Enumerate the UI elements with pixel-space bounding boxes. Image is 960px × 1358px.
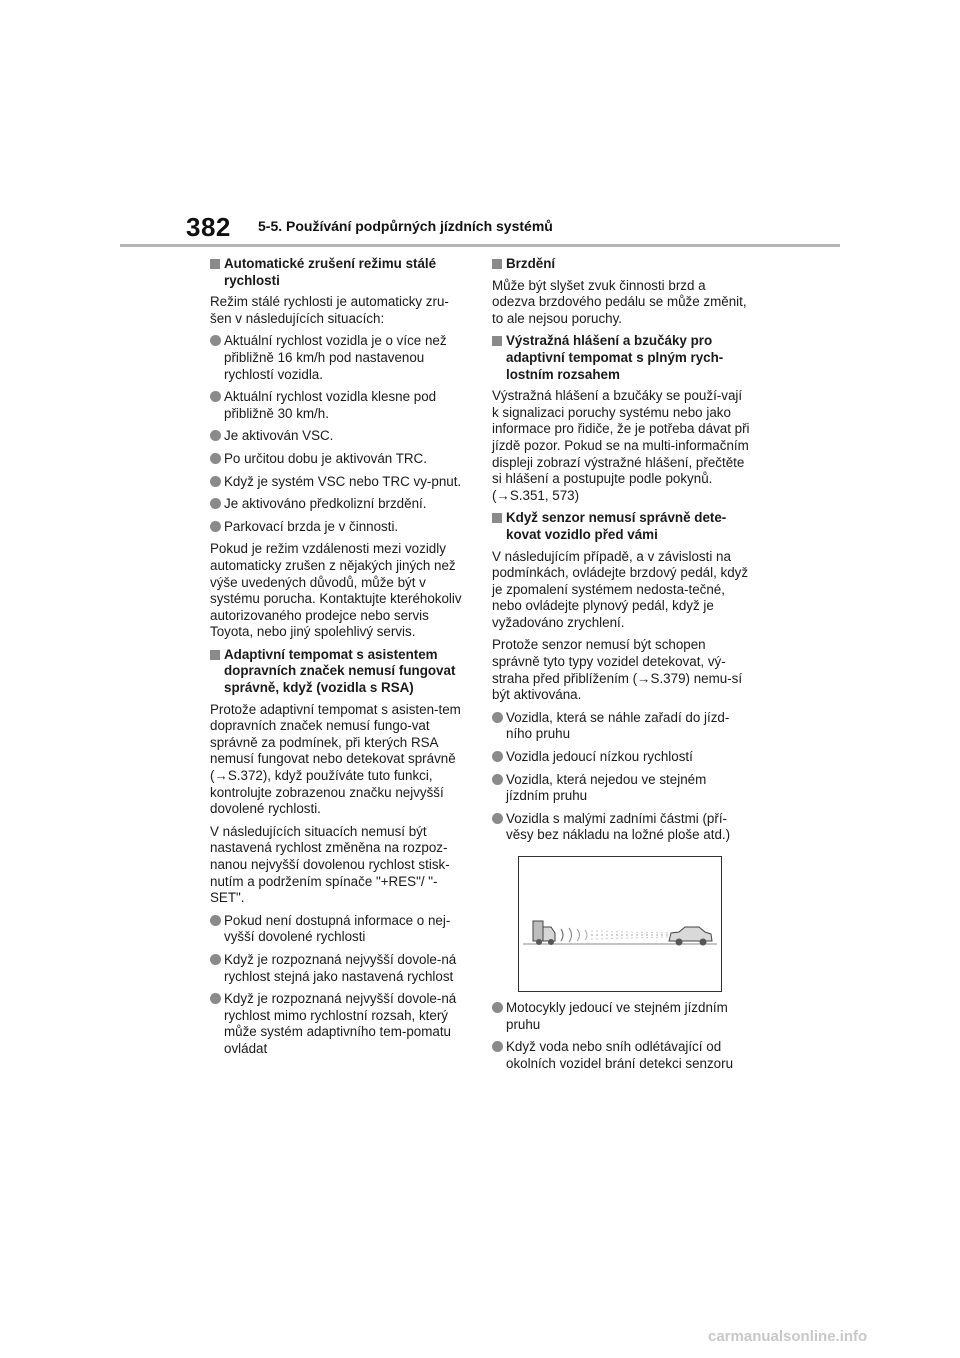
paragraph: Může být slyšet zvuk činnosti brzd a odezva brzdového pedálu se může změnit, to ale nejsou poruchy. <box>492 277 747 326</box>
list-item: Je aktivováno předkolizní brzdění. <box>210 496 468 513</box>
list-item: Když je systém VSC nebo TRC vy-pnut. <box>210 474 468 491</box>
heading-braking: Brzdění <box>492 256 750 273</box>
list-item: Pokud není dostupná informace o nej-vyšší dovolené rychlosti <box>210 913 468 946</box>
paragraph: Výstražná hlášení a bzučáky se použí-vají k signalizaci poruchy systému nebo jako informace pro řidiče, že je potřeba dávat při jízdě pozor. Pokud se na multi-informačním displeji zobrazí výstražné hlášení, přečtěte si hlášení a postupujte podle pokynů. (→S.351, 573) <box>492 388 750 503</box>
list-item: Po určitou dobu je aktivován TRC. <box>210 451 468 468</box>
circle-bullet-icon <box>210 915 221 926</box>
list-item: Vozidla s malými zadními částmi (pří-věsy bez nákladu na ložné ploše atd.) <box>492 811 750 844</box>
right-column <box>492 256 750 1078</box>
paragraph: Pokud je režim vzdálenosti mezi vozidly automaticky zrušen z nějakých jiných než výše uvedených důvodů, může být v systému porucha. Kontaktujte kteréhokoliv autorizovaného prodejce nebo servis Toyota, nebo jiný spolehlivý servis. <box>210 541 462 640</box>
paragraph: V následujícím případě, a v závislosti na podmínkách, ovládejte brzdový pedál, když je zpomalení systémem nedosta-tečné, nebo ovládejte plynový pedál, když je vyžadováno zrychlení. <box>492 548 749 630</box>
truck-car-illustration <box>519 857 721 991</box>
list-item: Vozidla, která nejedou ve stejném jízdním pruhu <box>492 772 750 805</box>
circle-bullet-icon <box>492 751 503 762</box>
watermark-text: carmanualsonline.info <box>708 1328 868 1345</box>
square-bullet-icon <box>492 336 502 346</box>
section-title: 5-5. Používání podpůrných jízdních systémů <box>258 218 553 234</box>
header-divider <box>120 244 840 247</box>
list-item: Je aktivován VSC. <box>210 428 468 445</box>
circle-bullet-icon <box>210 498 221 509</box>
paragraph: V následujících situacích nemusí být nastavená rychlost změněna na rozpoz-nanou nejvyšší dovolenou rychlost stisk-nutím a podržením spínače "+RES"/ "-SET". <box>210 823 450 906</box>
circle-bullet-icon <box>210 521 221 532</box>
square-bullet-icon <box>492 513 502 523</box>
heading-sensor: Když senzor nemusí správně dete-kovat vozidlo před vámi <box>492 510 750 543</box>
paragraph: Protože senzor nemusí být schopen správně tyto typy vozidel detekovat, vý-straha před přiblížením (→S.379) nemu-sí být aktivována. <box>492 637 743 703</box>
circle-bullet-icon <box>492 774 503 785</box>
circle-bullet-icon <box>210 993 221 1004</box>
left-column <box>210 256 468 1064</box>
illustration-truck-and-car <box>518 856 722 992</box>
page-number: 382 <box>186 212 231 242</box>
list-item: Aktuální rychlost vozidla je o více než přibližně 16 km/h pod nastavenou rychlostí vozidla. <box>210 333 468 383</box>
circle-bullet-icon <box>492 813 503 824</box>
list-item: Když voda nebo sníh odlétávající od okolních vozidel brání detekci senzoru <box>492 1039 750 1072</box>
heading-auto-cancel: Automatické zrušení režimu stálé rychlosti <box>210 256 468 289</box>
circle-bullet-icon <box>210 430 221 441</box>
circle-bullet-icon <box>492 712 503 723</box>
circle-bullet-icon <box>210 476 221 487</box>
list-item: Když je rozpoznaná nejvyšší dovole-ná rychlost stejná jako nastavená rychlost <box>210 952 468 985</box>
circle-bullet-icon <box>210 453 221 464</box>
heading-warnings: Výstražná hlášení a bzučáky pro adaptivní tempomat s plným rych-lostním rozsahem <box>492 333 750 383</box>
circle-bullet-icon <box>210 335 221 346</box>
list-item: Parkovací brzda je v činnosti. <box>210 519 468 536</box>
circle-bullet-icon <box>492 1041 503 1052</box>
circle-bullet-icon <box>210 391 221 402</box>
circle-bullet-icon <box>492 1002 503 1013</box>
list-item: Vozidla jedoucí nízkou rychlostí <box>492 749 750 766</box>
paragraph: Režim stálé rychlosti je automaticky zru-šen v následujících situacích: <box>210 294 449 326</box>
list-item: Když je rozpoznaná nejvyšší dovole-ná rychlost mimo rychlostní rozsah, který může systém adaptivního tem-pomatu ovládat <box>210 991 468 1057</box>
paragraph: Protože adaptivní tempomat s asisten-tem dopravních značek nemusí fungo-vat správně za podmínek, při kterých RSA nemusí fungovat nebo detekovat správně (→S.372), když používáte tuto funkci, kontrolujte zobrazenou značku nejvyšší dovolené rychlosti. <box>210 701 461 817</box>
square-bullet-icon <box>210 650 220 660</box>
list-item: Motocykly jedoucí ve stejném jízdním pruhu <box>492 1000 750 1033</box>
square-bullet-icon <box>210 259 220 269</box>
page-header <box>0 0 960 250</box>
circle-bullet-icon <box>210 954 221 965</box>
heading-rsa: Adaptivní tempomat s asistentem dopravních značek nemusí fungovat správně, když (vozidla s RSA) <box>210 647 468 697</box>
square-bullet-icon <box>492 259 502 269</box>
list-item: Vozidla, která se náhle zařadí do jízd-ního pruhu <box>492 710 750 743</box>
list-item: Aktuální rychlost vozidla klesne pod přibližně 30 km/h. <box>210 389 468 422</box>
